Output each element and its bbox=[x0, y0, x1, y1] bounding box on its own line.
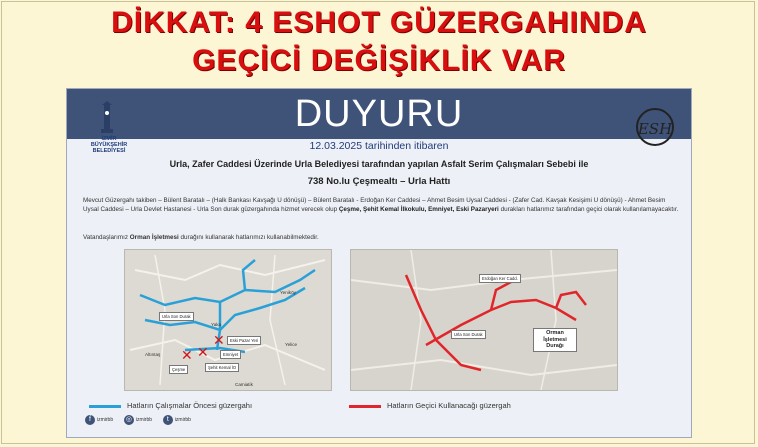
social-handle-facebook[interactable]: izmirbb bbox=[97, 417, 114, 423]
logo-text-3: BELEDİYESİ bbox=[92, 148, 126, 154]
closed-stop-x-icon: ✕ bbox=[197, 345, 209, 361]
legend-blue-line bbox=[89, 405, 121, 408]
legend-before-text: Hatların Çalışmalar Öncesi güzergahı bbox=[127, 401, 253, 410]
eshot-logo bbox=[633, 101, 677, 161]
subtitle-reason: Urla, Zafer Caddesi Üzerinde Urla Belediyesi tarafından yapılan Asfalt Serim Çalışmaları Sebebi ile bbox=[169, 159, 589, 169]
map-after bbox=[350, 249, 618, 391]
map-place-altintas: Altıntaş bbox=[145, 352, 161, 357]
legend-after bbox=[349, 401, 511, 410]
legend-before bbox=[89, 401, 252, 410]
advice-paragraph bbox=[83, 234, 679, 241]
closed-stop-x-icon: ✕ bbox=[213, 333, 225, 349]
logo-text-2: BÜYÜKŞEHİR bbox=[90, 142, 128, 148]
advice-stop: Orman İşletmesi bbox=[129, 234, 179, 241]
legend-after-text: Hatların Geçici Kullanacağı güzergah bbox=[387, 401, 511, 410]
route-paragraph bbox=[83, 196, 679, 214]
map-label-erdogan: Erdoğan Ker Cadd. bbox=[479, 274, 521, 283]
subtitle-line: 738 No.lu Çeşmealtı – Urla Hattı bbox=[307, 176, 451, 187]
map-label-eski-pazar: Eski Pazar Yeri bbox=[227, 336, 261, 345]
notice-card bbox=[66, 88, 692, 438]
map-label-urla-son-2: Urla Son Durak bbox=[451, 330, 486, 339]
facebook-icon[interactable]: f bbox=[85, 415, 95, 425]
closed-stop-x-icon: ✕ bbox=[181, 348, 193, 364]
map-before bbox=[124, 249, 332, 391]
izmir-bb-logo bbox=[85, 101, 129, 165]
instagram-icon[interactable]: ◎ bbox=[125, 416, 132, 423]
logo-text-1: İZMİR bbox=[101, 136, 117, 142]
map-place-yenikoy: Yeniköy bbox=[280, 290, 296, 295]
legend-red-line bbox=[349, 405, 381, 408]
headline-line-2: GEÇİCİ DEĞİŞİKLİK VAR bbox=[192, 44, 566, 77]
map-place-camiatik: Camiatik bbox=[235, 382, 253, 387]
route-text: Mevcut Güzergahı takiben – Bülent Baratalı – (Halk Bankası Kavşağı U dönüşü) – Bülent Baratalı - Erdoğan Ker Caddesi – Ahmet Besim Uysal Caddesi - (Zafer Cad. Kavşak Kesişimi U dönüşü) - Ahmet Besim Uysal Caddesi – Urla Devlet Hastanesi - Urla Son durak güzergahında hizmet verecek olup bbox=[83, 197, 666, 213]
headline-line-1: DİKKAT: 4 ESHOT GÜZERGAHINDA bbox=[111, 6, 647, 39]
route-text-end: durakları hatlarımız tarafından geçici olarak kullanılamayacaktır. bbox=[500, 206, 679, 213]
map-label-sehit-kemal: Şehit Kemal İO bbox=[205, 363, 239, 372]
social-handle-instagram[interactable]: izmirbb bbox=[135, 417, 153, 423]
social-links bbox=[85, 415, 191, 425]
advice-end: durağını kullanarak hatlarımızı kullanabilmektedir. bbox=[180, 234, 319, 241]
twitter-icon[interactable]: t bbox=[163, 415, 173, 425]
map-place-yaka: Yaka bbox=[211, 322, 222, 327]
date-line: 12.03.2025 tarihinden itibaren bbox=[309, 140, 449, 152]
clock-tower-icon bbox=[85, 101, 129, 135]
map-label-emniyet: Emniyet bbox=[220, 350, 241, 359]
closed-stops: Çeşme, Şehit Kemal İlkokulu, Emniyet, Eski Pazaryeri bbox=[338, 206, 499, 213]
advice-start: Vatandaşlarımız bbox=[83, 234, 129, 241]
social-handle-twitter[interactable]: izmirbb bbox=[174, 417, 191, 423]
map-label-orman: Orman İşletmesi Durağı bbox=[533, 328, 577, 352]
map-place-yelice: Yelice bbox=[285, 342, 298, 347]
eshot-logo-text: ESH bbox=[637, 120, 673, 138]
map-label-urla-son: Urla Son Durak bbox=[159, 312, 194, 321]
notice-title: DUYURU bbox=[294, 93, 464, 135]
notice-banner bbox=[67, 89, 691, 139]
map-label-cesme: Çeşme bbox=[169, 365, 188, 374]
